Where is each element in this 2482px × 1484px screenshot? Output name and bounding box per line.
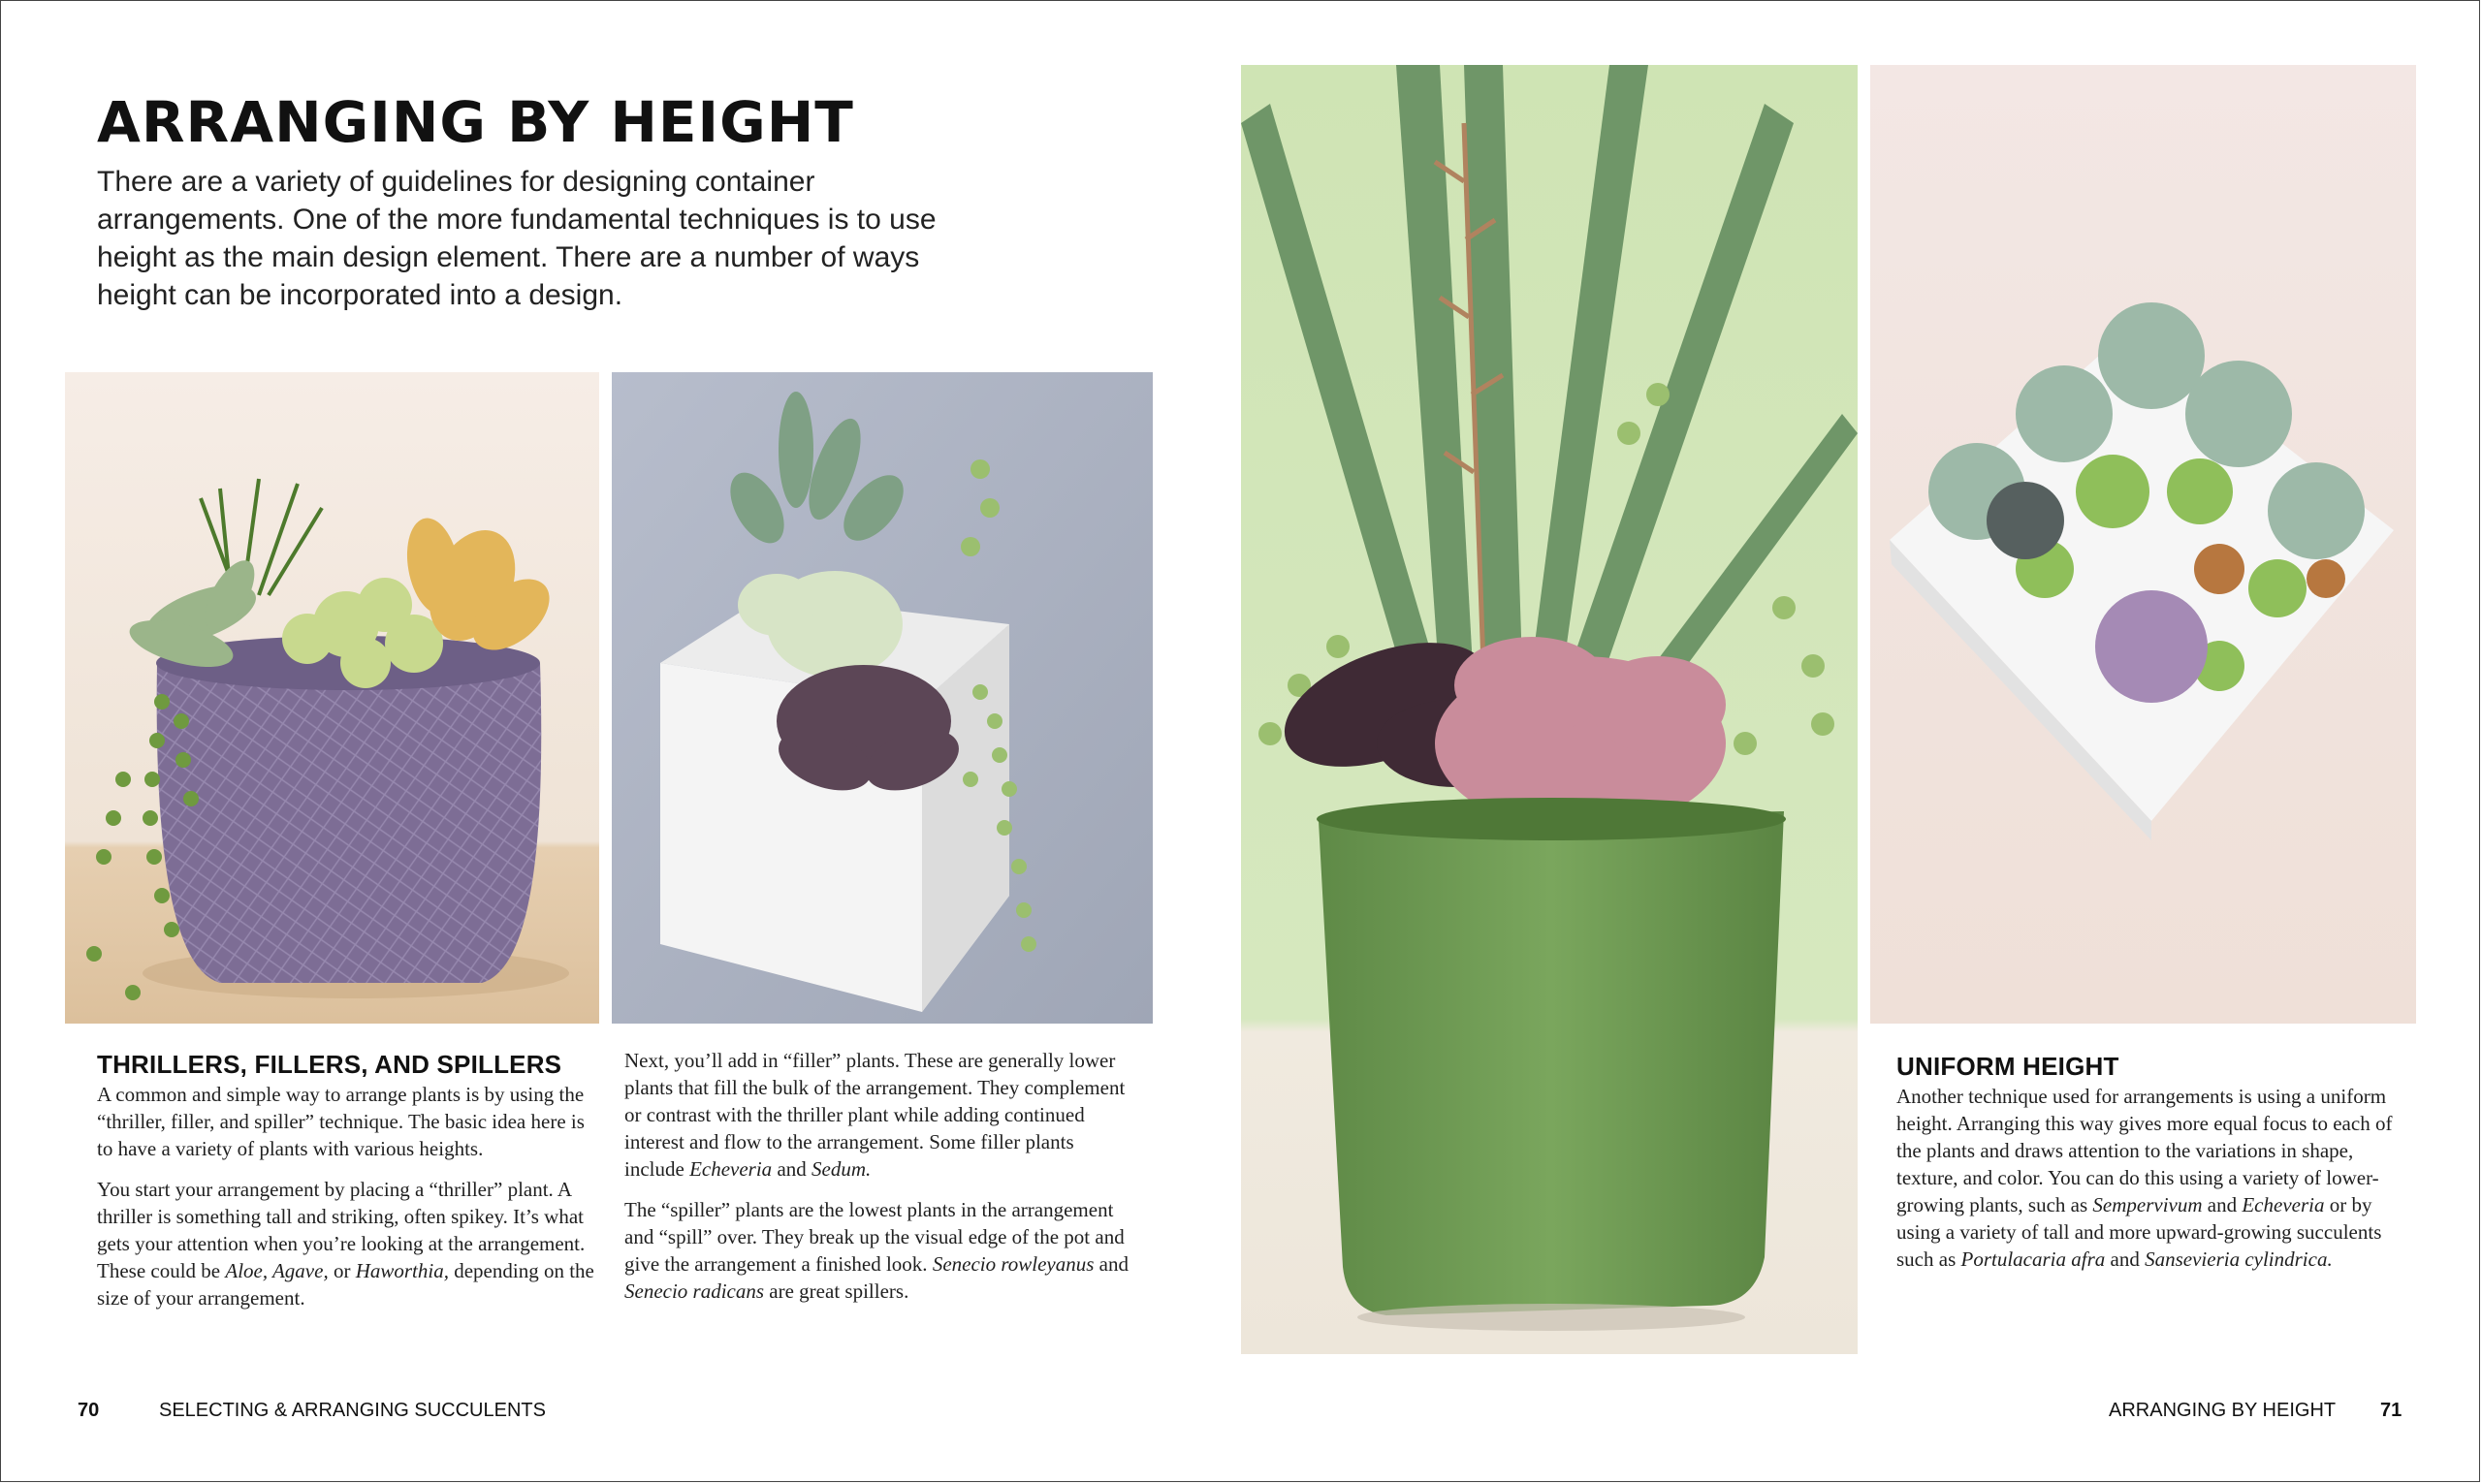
thrillers-heading: THRILLERS, FILLERS, AND SPILLERS: [97, 1050, 562, 1079]
thrillers-body: [97, 1081, 601, 1325]
uniform-height-heading: UNIFORM HEIGHT: [1896, 1052, 2119, 1081]
uniform-height-body: [1896, 1083, 2401, 1286]
spillers-paragraph: The “spiller” plants are the lowest plants in the arrangement and “spill” over. They break up the visual edge of the pot and give the arrangement a finished look. Senecio rowleyanus and Senecio radicans are great spillers.: [624, 1198, 1129, 1303]
fillers-body: [624, 1047, 1129, 1318]
photo-uniform-height-arrangement: [1870, 65, 2416, 1024]
left-running-head: SELECTING & ARRANGING SUCCULENTS: [159, 1400, 546, 1421]
fillers-paragraph-1: Next, you’ll add in “filler” plants. These are generally lower plants that fill the bulk of the arrangement. They complement or contrast with the thriller plant while adding continued interest and flow to the arrangement. Some filler plants include Echeveria and Sedum.: [624, 1049, 1126, 1181]
thrillers-paragraph-2: You start your arrangement by placing a “thriller” plant. A thriller is something tall and striking, often spikey. It’s what gets your attention when you’re looking at the arrangement. These could be Aloe, Agave, or Haworthia, depending on the size of your arrangement.: [97, 1178, 594, 1310]
uniform-height-paragraph: Another technique used for arrangements is using a uniform height. Arranging this way gives more equal focus to each of the plants and draws attention to the variations in shape, texture, and color. You can do this using a variety of lower-growing plants, such as Sempervivum and Echeveria or by using a variety of tall and more upward-growing succulents such as Portulacaria afra and Sansevieria cylindrica.: [1896, 1085, 2393, 1271]
photo-purple-pot-arrangement: [65, 372, 599, 1024]
photo-green-pot-tall-arrangement: [1241, 65, 1858, 1354]
left-page-number: 70: [78, 1400, 100, 1421]
right-page-number: 71: [2380, 1400, 2402, 1421]
page-title: ARRANGING BY HEIGHT: [97, 89, 854, 155]
right-running-head: ARRANGING BY HEIGHT: [2109, 1400, 2337, 1421]
thrillers-paragraph-1: A common and simple way to arrange plants is by using the “thriller, filler, and spiller” technique. The basic idea here is to have a variety of plants with various heights.: [97, 1083, 585, 1160]
intro-paragraph: There are a variety of guidelines for designing container arrangements. One of the more fundamental techniques is to use height as the main design element. There are a number of ways height can be incorporated into a design.: [97, 166, 937, 311]
photo-white-pot-arrangement: [612, 372, 1153, 1024]
